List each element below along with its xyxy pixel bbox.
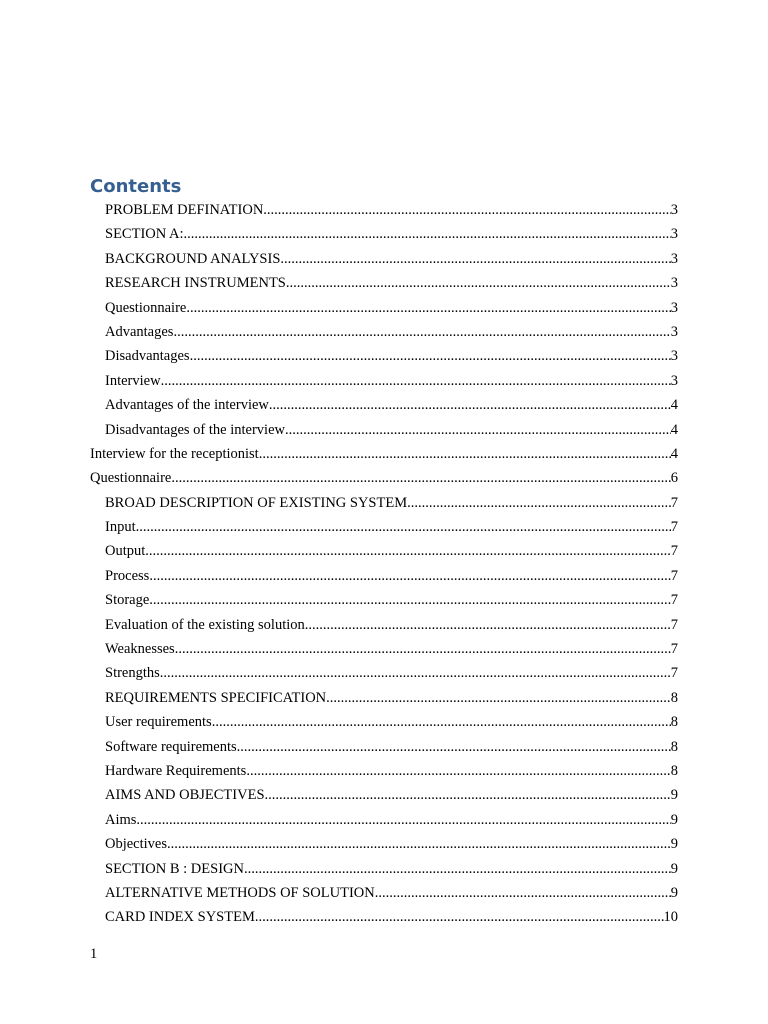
toc-entry[interactable]: [90, 222, 678, 246]
toc-entry-page-number: 6: [670, 470, 678, 487]
toc-entry-title: Disadvantages: [105, 348, 190, 365]
toc-entry-title: Objectives: [105, 836, 168, 853]
toc-entry-title: CARD INDEX SYSTEM: [105, 909, 255, 926]
toc-entry[interactable]: [90, 832, 678, 856]
toc-entry[interactable]: [90, 637, 678, 661]
toc-dot-leader: [237, 735, 671, 759]
toc-entry-page-number: 8: [670, 714, 678, 731]
toc-entry-title: Hardware Requirements: [105, 762, 247, 779]
toc-entry-title: Evaluation of the existing solution: [105, 616, 305, 633]
toc-entry[interactable]: [90, 857, 678, 881]
toc-entry-title: RESEARCH INSTRUMENTS: [105, 275, 286, 292]
toc-entry[interactable]: [90, 686, 678, 710]
toc-dot-leader: [305, 613, 671, 637]
toc-entry-page-number: 3: [670, 348, 678, 365]
toc-entry-page-number: 4: [670, 421, 678, 438]
toc-entry-title: Questionnaire: [105, 299, 187, 316]
toc-entry-page-number: 10: [663, 909, 678, 926]
toc-entry-title: Interview: [105, 372, 161, 389]
toc-entry[interactable]: [90, 296, 678, 320]
toc-entry-page-number: 9: [670, 811, 678, 828]
toc-entry-page-number: 3: [670, 275, 678, 292]
toc-dot-leader: [255, 905, 664, 929]
toc-entry[interactable]: [90, 418, 678, 442]
toc-entry-page-number: 3: [670, 202, 678, 218]
toc-entry-title: BACKGROUND ANALYSIS: [105, 250, 281, 267]
toc-entry-page-number: 3: [670, 323, 678, 340]
toc-entry-page-number: 8: [670, 762, 678, 779]
toc-dot-leader: [145, 539, 670, 563]
toc-entry-title: Questionnaire: [90, 470, 172, 487]
toc-entry[interactable]: [90, 369, 678, 393]
toc-entry-page-number: 9: [670, 787, 678, 804]
toc-entry-title: AIMS AND OBJECTIVES: [105, 787, 265, 804]
toc-entry[interactable]: [90, 905, 678, 929]
toc-dot-leader: [269, 393, 671, 417]
toc-entry[interactable]: [90, 393, 678, 417]
toc-entry[interactable]: [90, 320, 678, 344]
toc-entry-page-number: 7: [670, 665, 678, 682]
toc-entry-title: PROBLEM DEFINATION: [105, 202, 264, 218]
toc-entry-page-number: 7: [670, 543, 678, 560]
toc-entry-title: Advantages of the interview: [105, 397, 269, 414]
toc-entry-page-number: 7: [670, 616, 678, 633]
toc-dot-leader: [259, 442, 671, 466]
toc-dot-leader: [136, 808, 670, 832]
toc-entry[interactable]: [90, 588, 678, 612]
toc-dot-leader: [263, 198, 670, 222]
toc-dot-leader: [184, 222, 671, 246]
toc-dot-leader: [149, 564, 670, 588]
toc-dot-leader: [167, 832, 671, 856]
toc-dot-leader: [407, 491, 671, 515]
toc-entry[interactable]: [90, 710, 678, 734]
toc-entry-page-number: 8: [670, 738, 678, 755]
toc-entry-title: Weaknesses: [105, 641, 175, 658]
toc-entry-title: SECTION A:: [105, 226, 184, 243]
toc-dot-leader: [375, 881, 671, 905]
toc-entry-title: Disadvantages of the interview: [105, 421, 285, 438]
toc-dot-leader: [160, 661, 671, 685]
toc-dot-leader: [286, 271, 671, 295]
toc-entry[interactable]: [90, 759, 678, 783]
toc-entry-title: Process: [105, 567, 150, 584]
toc-entry-title: Input: [105, 519, 136, 536]
toc-dot-leader: [171, 466, 670, 490]
toc-entry-title: User requirements: [105, 714, 212, 731]
toc-heading: Contents: [90, 176, 182, 197]
toc-entry-title: Output: [105, 543, 146, 560]
toc-dot-leader: [186, 296, 670, 320]
toc-dot-leader: [190, 344, 671, 368]
toc-entry[interactable]: [90, 515, 678, 539]
toc-entry-title: Aims: [105, 811, 137, 828]
toc-entry[interactable]: [90, 564, 678, 588]
toc-entry-page-number: 4: [670, 445, 678, 462]
toc-entry-title: SECTION B : DESIGN: [105, 860, 244, 877]
toc-entry-page-number: 9: [670, 884, 678, 901]
toc-entry-page-number: 3: [670, 226, 678, 243]
toc-entry[interactable]: [90, 442, 678, 466]
toc-entry-page-number: 7: [670, 519, 678, 536]
toc-dot-leader: [280, 247, 670, 271]
toc-entry-page-number: 8: [670, 689, 678, 706]
toc-entry-page-number: 9: [670, 836, 678, 853]
toc-dot-leader: [149, 588, 670, 612]
toc-entry[interactable]: [90, 808, 678, 832]
toc-dot-leader: [175, 637, 671, 661]
toc-entry[interactable]: [90, 344, 678, 368]
toc-entry-title: ALTERNATIVE METHODS OF SOLUTION: [105, 884, 375, 901]
toc-entry-title: REQUIREMENTS SPECIFICATION: [105, 689, 327, 706]
toc-entry[interactable]: [90, 661, 678, 685]
table-of-contents: [90, 198, 678, 930]
toc-entry[interactable]: [90, 735, 678, 759]
toc-entry[interactable]: [90, 881, 678, 905]
toc-entry-page-number: 3: [670, 299, 678, 316]
toc-entry-title: Strengths: [105, 665, 160, 682]
toc-entry-title: Software requirements: [105, 738, 237, 755]
toc-entry[interactable]: [90, 613, 678, 637]
toc-entry[interactable]: [90, 491, 678, 515]
toc-entry[interactable]: [90, 539, 678, 563]
toc-entry[interactable]: [90, 247, 678, 271]
toc-entry-page-number: 7: [670, 641, 678, 658]
toc-entry-page-number: 7: [670, 567, 678, 584]
toc-dot-leader: [285, 418, 671, 442]
toc-dot-leader: [265, 783, 671, 807]
toc-dot-leader: [136, 515, 671, 539]
toc-entry-title: Storage: [105, 592, 150, 609]
toc-entry[interactable]: [90, 271, 678, 295]
toc-entry-page-number: 3: [670, 372, 678, 389]
toc-entry-title: Interview for the receptionist: [90, 445, 259, 462]
toc-entry[interactable]: [90, 198, 678, 222]
toc-dot-leader: [246, 759, 670, 783]
toc-entry-title: BROAD DESCRIPTION OF EXISTING SYSTEM: [105, 494, 408, 511]
toc-entry-page-number: 3: [670, 250, 678, 267]
toc-entry-page-number: 4: [670, 397, 678, 414]
toc-entry-page-number: 7: [670, 494, 678, 511]
toc-dot-leader: [173, 320, 670, 344]
toc-dot-leader: [212, 710, 671, 734]
toc-entry-title: Advantages: [105, 323, 174, 340]
toc-entry[interactable]: [90, 466, 678, 490]
toc-dot-leader: [244, 857, 671, 881]
toc-dot-leader: [161, 369, 671, 393]
toc-entry-page-number: 9: [670, 860, 678, 877]
toc-entry[interactable]: [90, 783, 678, 807]
toc-entry-page-number: 7: [670, 592, 678, 609]
toc-dot-leader: [326, 686, 671, 710]
page-number: 1: [90, 946, 98, 962]
